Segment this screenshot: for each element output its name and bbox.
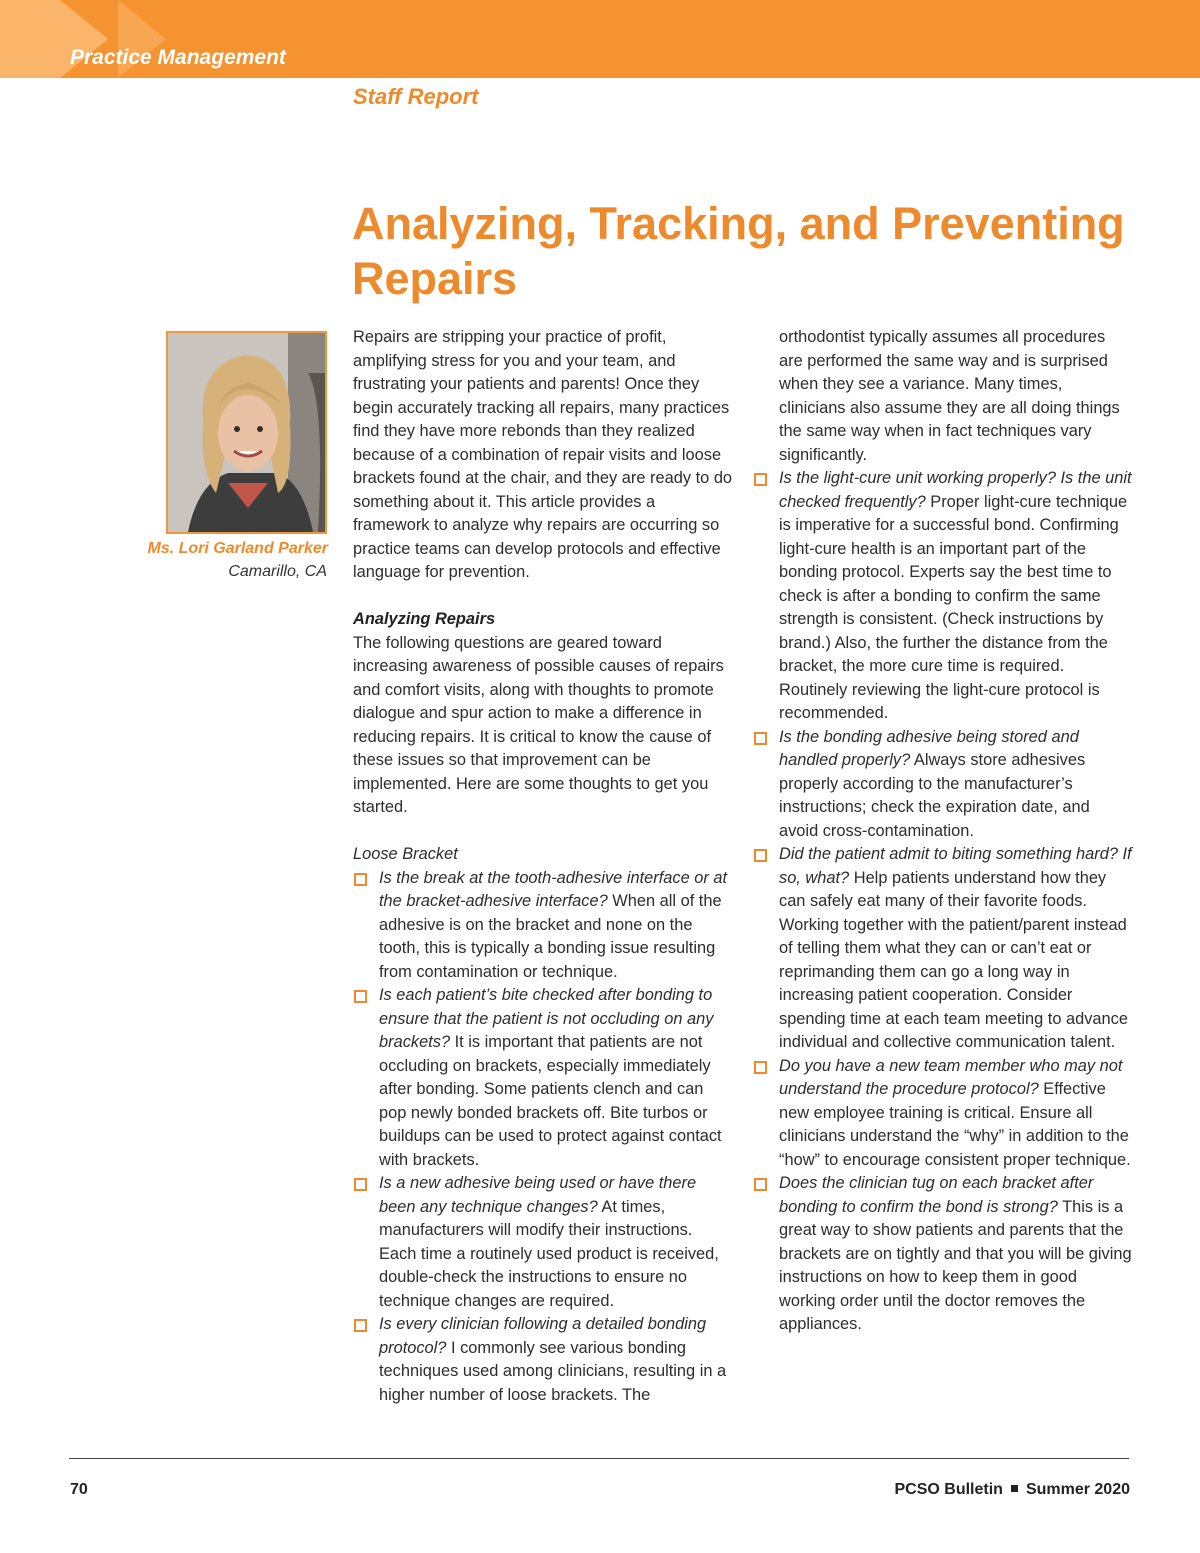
question-text: Is the light-cure unit working properly? Is the unit checked frequently? [779,469,1132,511]
section-label: Practice Management [70,46,286,69]
checklist-item [353,1172,733,1313]
checklist-item [753,726,1133,844]
answer-text: At times, manufacturers will modify their instructions. Each time a routinely used product is received, double-check the instructions to ensure no technique changes are required. [379,1197,719,1310]
author-location: Camarillo, CA [228,563,327,580]
checkbox-icon [754,849,767,862]
author-name: Ms. Lori Garland Parker [147,540,328,557]
author-photo [166,331,327,534]
checkbox-icon [354,1319,367,1332]
question-text: Do you have a new team member who may not understand the procedure protocol? [779,1056,1123,1098]
portrait-illustration [168,333,325,532]
banner-chevron-decoration [0,0,60,78]
checkbox-icon [754,473,767,486]
subsection-heading: Loose Bracket [353,845,458,863]
header-banner [0,0,1200,78]
publication-info [894,1481,1130,1499]
checklist [753,326,1133,1337]
page-number: 70 [70,1481,88,1498]
question-text: Did the patient admit to biting something hard? If so, what? [779,845,1132,887]
checklist-item [353,1313,733,1407]
article-title: Analyzing, Tracking, and Preventing Repairs [352,198,1125,304]
continued-text [753,326,1133,467]
question-text: Is each patient’s bite checked after bonding to ensure that the patient is not occluding on any brackets? [379,986,714,1051]
question-text: Does the clinician tug on each bracket after bonding to confirm the bond is strong? [779,1174,1094,1216]
article-column-2 [753,326,1133,1337]
checklist-item [353,984,733,1172]
checkbox-icon [754,1061,767,1074]
question-text: Is the break at the tooth-adhesive interface or at the bracket-adhesive interface? [379,868,728,910]
question-text: Is a new adhesive being used or have there been any technique changes? [379,1174,697,1216]
answer-text: Always store adhesives properly according to the manufacturer’s instructions; check the expiration date, and avoid cross-contamination. [779,751,1090,840]
checklist-item [753,467,1133,726]
answer-text: When all of the adhesive is on the bracket and none on the tooth, this is typically a bonding issue resulting from contamination or technique. [379,892,722,981]
checkbox-icon [354,1178,367,1191]
kicker: Staff Report [353,84,479,109]
article-column-1 [353,326,733,1407]
publication-name: PCSO Bulletin [894,1481,1003,1498]
answer-text: Proper light-cure technique is imperative for a successful bond. Confirming light-cure health is an important part of the bonding protocol. Experts say the best time to check is after a bonding to confirm the same strength is consistent. (Check instructions by brand.) Also, the further the distance from the bracket, the more cure time is required. Routinely reviewing the light-cure protocol is recommended. [779,492,1128,722]
checklist-item [353,867,733,985]
footer-divider [69,1458,1129,1459]
issue-date: Summer 2020 [1025,1481,1130,1498]
checklist-item [753,1172,1133,1337]
checkbox-icon [754,732,767,745]
continuation-text: orthodontist typically assumes all procedures are performed the same way and is surprised when they see a variance. Many times, clinicians also assume they are all doing things the same way when in fact techniques vary significantly. [779,328,1120,464]
checkbox-icon [354,990,367,1003]
checklist-item [753,843,1133,1055]
checkbox-icon [754,1178,767,1191]
section-heading: Analyzing Repairs [353,610,496,628]
body-paragraph: The following questions are geared toward increasing awareness of possible causes of repairs and comfort visits, along with thoughts to promote dialogue and spur action to make a difference in reducing repairs. It is critical to know the cause of these issues so that improvement can be implemented. Here are some thoughts to get you started. [353,633,724,816]
question-text: Is the bonding adhesive being stored and handled properly? [779,727,1079,769]
answer-text: This is a great way to show patients and parents that the brackets are on tightly and that you will be giving instructions on how to keep them in good working order until the doctor removes the appliances. [779,1197,1132,1333]
checklist [353,867,733,1408]
answer-text: I commonly see various bonding techniques used among clinicians, resulting in a higher number of loose brackets. The [379,1338,727,1404]
checklist-item [753,1055,1133,1173]
intro-paragraph: Repairs are stripping your practice of profit, amplifying stress for you and your team, and frustrating your patients and parents! Once they begin accurately tracking all repairs, many practices find they have more rebonds than they realized because of a combination of repair visits and loose brackets found at the chair, and they are ready to do something about it. This article provides a framework to analyze why repairs are occurring so practice teams can develop protocols and effective language for prevention. [353,328,733,581]
checkbox-icon [354,873,367,886]
question-text: Is every clinician following a detailed bonding protocol? [379,1315,707,1357]
square-bullet-icon [1011,1485,1018,1492]
answer-text: It is important that patients are not occluding on brackets, especially immediately after bonding. Some patients clench and can pop newly bonded brackets off. Bite turbos or buildups can be used to protect against contact with brackets. [379,1033,722,1169]
answer-text: Effective new employee training is critical. Ensure all clinicians understand the “why” in addition to the “how” to encourage consistent proper technique. [779,1080,1131,1169]
answer-text: Help patients understand how they can safely eat many of their favorite foods. Working together with the patient/parent instead of telling them what they can or can’t eat or reprimanding them can go a long way in increasing patient cooperation. Consider spending time at each team meeting to advance individual and collective communication talent. [779,868,1128,1051]
